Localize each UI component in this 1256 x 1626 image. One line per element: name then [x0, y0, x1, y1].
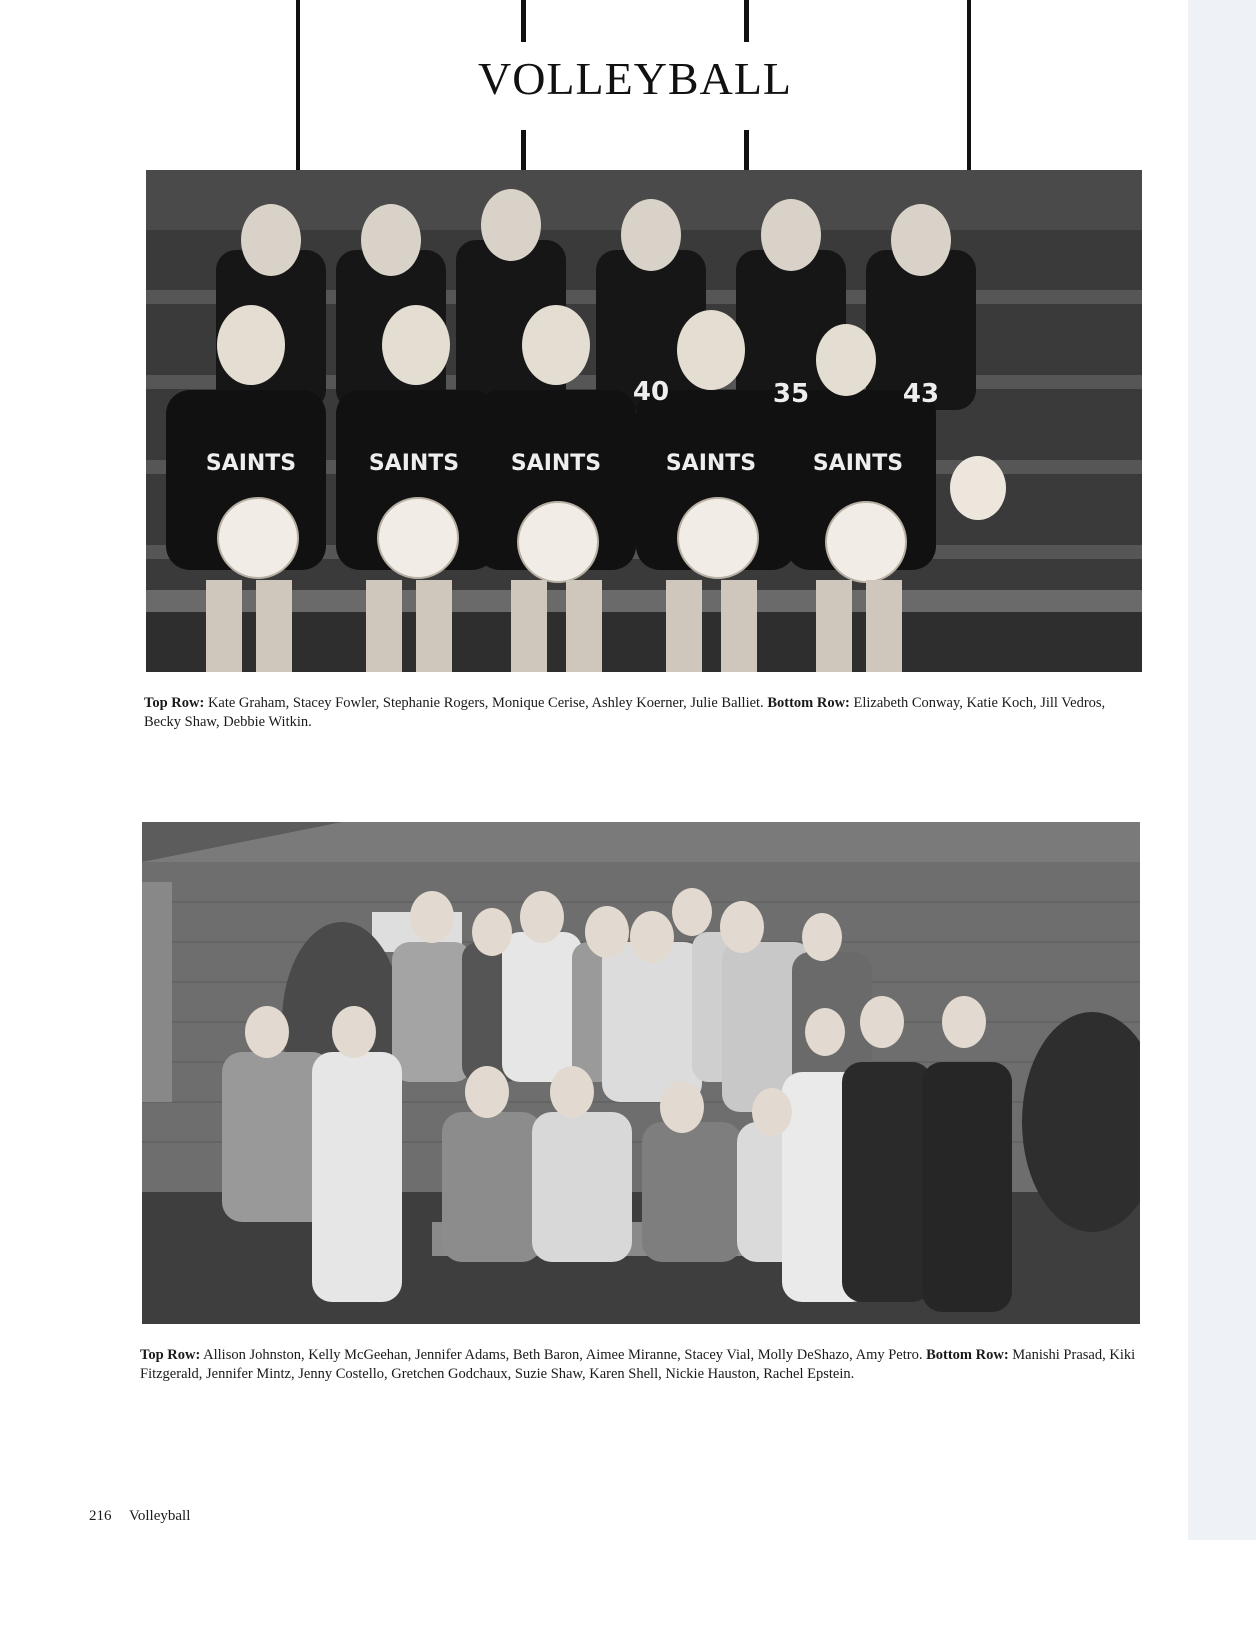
caption-top-row-label: Top Row:: [144, 695, 205, 711]
svg-text:40: 40: [632, 377, 670, 407]
svg-text:SAINTS: SAINTS: [510, 451, 602, 476]
svg-text:SAINTS: SAINTS: [665, 451, 757, 476]
caption-bottom-row-names: Elizabeth Conway, Katie Koch, Jill Vedros, Becky Shaw, Debbie Witkin.: [144, 695, 1106, 730]
scan-bottom-margin: [0, 1540, 1256, 1626]
page-title: VOLLEYBALL: [477, 53, 793, 104]
section-name: Volleyball: [128, 1508, 191, 1524]
team-photo-bleachers: [146, 170, 1142, 672]
group-photo-outdoors-caption: [140, 1346, 1138, 1384]
title-box: [300, 0, 970, 170]
caption-top-row-label: Top Row:: [140, 1347, 201, 1363]
svg-text:SAINTS: SAINTS: [812, 451, 904, 476]
caption-bottom-row-label: Bottom Row:: [926, 1347, 1009, 1363]
svg-text:SAINTS: SAINTS: [368, 451, 460, 476]
page-number: 216: [89, 1508, 112, 1524]
page-footer: [89, 1508, 190, 1525]
caption-bottom-row-names: Manishi Prasad, Kiki Fitzgerald, Jennifer Mintz, Jenny Costello, Gretchen Godchaux, Suzie Shaw, Karen Shell, Nickie Hauston, Rachel Epstein.: [140, 1347, 1136, 1382]
team-photo-bleachers-caption: [144, 694, 1140, 732]
group-photo-outdoors-image: [142, 822, 1140, 1324]
caption-top-row-names: Kate Graham, Stacey Fowler, Stephanie Rogers, Monique Cerise, Ashley Koerner, Julie Balliet.: [207, 695, 764, 711]
group-photo-outdoors: [142, 822, 1140, 1324]
team-photo-bleachers-image: [146, 170, 1142, 672]
svg-text:35: 35: [772, 379, 810, 409]
svg-text:SAINTS: SAINTS: [205, 451, 297, 476]
scan-page-edge: [1188, 0, 1256, 1540]
caption-bottom-row-label: Bottom Row:: [767, 695, 850, 711]
svg-text:43: 43: [902, 379, 940, 409]
caption-top-row-names: Allison Johnston, Kelly McGeehan, Jennifer Adams, Beth Baron, Aimee Miranne, Stacey Vial, Molly DeShazo, Amy Petro.: [203, 1347, 923, 1363]
